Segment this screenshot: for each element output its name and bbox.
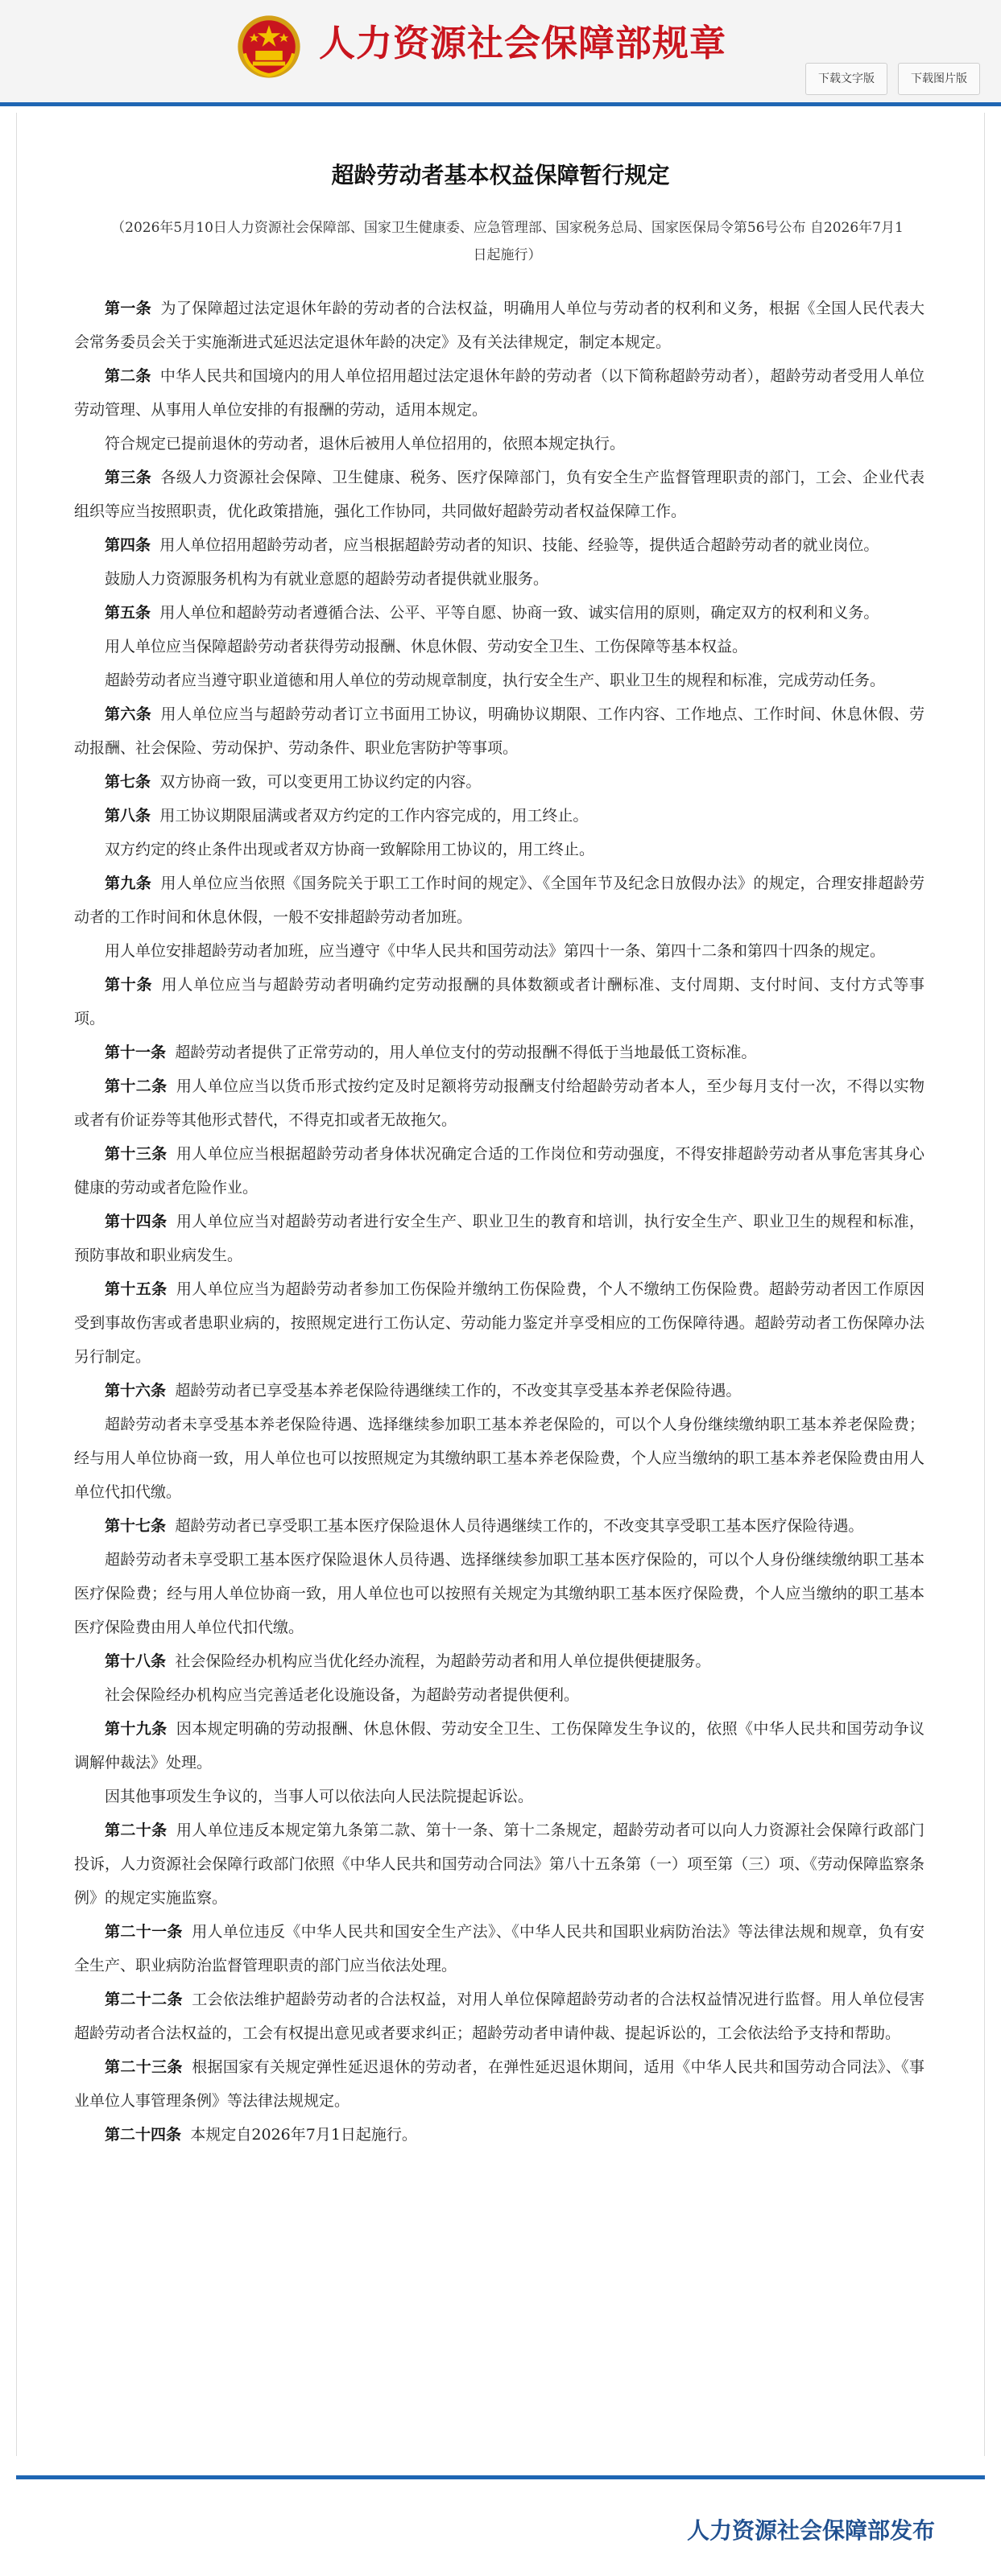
article-paragraph [74, 427, 924, 461]
article-text: 社会保险经办机构应当优化经办流程，为超龄劳动者和用人单位提供便捷服务。 [175, 1652, 711, 1670]
article-paragraph [74, 461, 924, 528]
article-paragraph [74, 1374, 924, 1408]
article-number: 第十七条 [105, 1517, 167, 1535]
article-paragraph [74, 1408, 924, 1509]
article-text: 本规定自2026年7月1日起施行。 [190, 2126, 417, 2144]
article-paragraph [74, 359, 924, 427]
article-text: 超龄劳动者已享受职工基本医疗保险退休人员待遇继续工作的，不改变其享受职工基本医疗保险待遇。 [175, 1517, 864, 1535]
article-paragraph [74, 1780, 924, 1813]
article-number: 第二条 [105, 367, 151, 385]
article-paragraph [74, 292, 924, 359]
footer-publisher: 人力资源社会保障部发布 [686, 2517, 935, 2544]
article-text: 用人单位违反本规定第九条第二款、第十一条、第十二条规定，超龄劳动者可以向人力资源社会保障行政部门投诉，人力资源社会保障行政部门依照《中华人民共和国劳动合同法》第八十五条第（一）项至第（三）项、《劳动保障监察条例》的规定实施监察。 [74, 1821, 924, 1907]
article-paragraph [74, 1678, 924, 1712]
article-text: 符合规定已提前退休的劳动者，退休后被用人单位招用的，依照本规定执行。 [105, 435, 626, 453]
article-number: 第三条 [105, 469, 152, 486]
article-paragraph [74, 1272, 924, 1374]
document-title: 超龄劳动者基本权益保障暂行规定 [331, 162, 670, 188]
article-text: 社会保险经办机构应当完善适老化设施设备，为超龄劳动者提供便利。 [105, 1686, 580, 1704]
article-text: 用人单位违反《中华人民共和国安全生产法》、《中华人民共和国职业病防治法》等法律法规和规章，负有安全生产、职业病防治监督管理职责的部门应当依法处理。 [74, 1923, 924, 1974]
national-emblem-icon [235, 13, 303, 81]
site-title: 人力资源社会保障部规章 [319, 22, 727, 64]
article-text: 工会依法维护超龄劳动者的合法权益，对用人单位保障超龄劳动者的合法权益情况进行监督。用人单位侵害超龄劳动者合法权益的，工会有权提出意见或者要求纠正；超龄劳动者申请仲裁、提起诉讼的，工会依法给予支持和帮助。 [74, 1991, 924, 2042]
article-text: 用工协议期限届满或者双方约定的工作内容完成的，用工终止。 [159, 807, 589, 825]
article-text: 中华人民共和国境内的用人单位招用超过法定退休年龄的劳动者（以下简称超龄劳动者），超龄劳动者受用人单位劳动管理、从事用人单位安排的有报酬的劳动，适用本规定。 [74, 367, 924, 419]
article-text: 根据国家有关规定弹性延迟退休的劳动者，在弹性延迟退休期间，适用《中华人民共和国劳动合同法》、《事业单位人事管理条例》等法律法规规定。 [74, 2058, 924, 2110]
article-number: 第十八条 [105, 1652, 167, 1670]
article-text: 用人单位应当对超龄劳动者进行安全生产、职业卫生的教育和培训，执行安全生产、职业卫生的规程和标准，预防事故和职业病发生。 [74, 1213, 924, 1264]
site-header [0, 0, 1001, 106]
article-number: 第十四条 [105, 1213, 168, 1230]
article-text: 因其他事项发生争议的，当事人可以依法向人民法院提起诉讼。 [105, 1788, 534, 1805]
article-text: 超龄劳动者未享受职工基本医疗保险退休人员待遇、选择继续参加职工基本医疗保险的，可以个人身份继续缴纳职工基本医疗保险费；经与用人单位协商一致，用人单位也可以按照有关规定为其缴纳职工基本医疗保险费，个人应当缴纳的职工基本医疗保险费由用人单位代扣代缴。 [74, 1551, 924, 1636]
article-paragraph [74, 866, 924, 934]
footer-divider [16, 2475, 985, 2479]
article-number: 第十一条 [105, 1044, 167, 1061]
article-paragraph [74, 630, 924, 664]
article-paragraph [74, 1036, 924, 1069]
article-text: 超龄劳动者应当遵守职业道德和用人单位的劳动规章制度，执行安全生产、职业卫生的规程和标准，完成劳动任务。 [105, 672, 886, 689]
article-number: 第十三条 [105, 1145, 168, 1163]
download-text-button[interactable]: 下载文字版 [805, 63, 887, 95]
article-number: 第一条 [105, 300, 152, 317]
article-paragraph [74, 1644, 924, 1678]
article-paragraph [74, 697, 924, 765]
article-text: 用人单位应当以货币形式按约定及时足额将劳动报酬支付给超龄劳动者本人，至少每月支付一次，不得以实物或者有价证券等其他形式替代，不得克扣或者无故拖欠。 [74, 1077, 924, 1129]
document-issuance-note: （2026年5月10日人力资源社会保障部、国家卫生健康委、应急管理部、国家税务总局、国家医保局令第56号公布 自2026年7月1日起施行） [111, 220, 904, 263]
article-paragraph [74, 934, 924, 968]
article-number: 第十二条 [105, 1077, 168, 1095]
article-paragraph [74, 2118, 924, 2152]
article-number: 第二十条 [105, 1821, 168, 1839]
article-text: 双方协商一致，可以变更用工协议约定的内容。 [159, 773, 482, 791]
article-number: 第六条 [105, 705, 152, 723]
article-text: 双方约定的终止条件出现或者双方协商一致解除用工协议的，用工终止。 [105, 841, 595, 858]
article-text: 超龄劳动者已享受基本养老保险待遇继续工作的，不改变其享受基本养老保险待遇。 [175, 1382, 742, 1400]
article-paragraph [74, 596, 924, 630]
article-paragraph [74, 968, 924, 1036]
article-number: 第五条 [105, 604, 151, 622]
article-paragraph [74, 799, 924, 833]
article-text: 用人单位和超龄劳动者遵循合法、公平、平等自愿、协商一致、诚实信用的原则，确定双方的权利和义务。 [159, 604, 879, 622]
article-paragraph [74, 1983, 924, 2050]
article-number: 第二十四条 [105, 2126, 182, 2144]
article-text: 用人单位应当与超龄劳动者明确约定劳动报酬的具体数额或者计酬标准、支付周期、支付时间、支付方式等事项。 [74, 976, 924, 1028]
article-paragraph [74, 2050, 924, 2118]
article-number: 第十九条 [105, 1720, 168, 1738]
article-text: 用人单位应当为超龄劳动者参加工伤保险并缴纳工伤保险费，个人不缴纳工伤保险费。超龄劳动者因工作原因受到事故伤害或者患职业病的，按照规定进行工伤认定、劳动能力鉴定并享受相应的工伤保障待遇。超龄劳动者工伤保障办法另行制定。 [74, 1280, 924, 1366]
article-text: 用人单位安排超龄劳动者加班，应当遵守《中华人民共和国劳动法》第四十一条、第四十二条和第四十四条的规定。 [105, 942, 886, 960]
article-number: 第十六条 [105, 1382, 167, 1400]
article-paragraph [74, 1137, 924, 1205]
article-paragraph [74, 833, 924, 866]
article-paragraph [74, 562, 924, 596]
article-number: 第九条 [105, 875, 152, 892]
article-number: 第十五条 [105, 1280, 168, 1298]
article-text: 鼓励人力资源服务机构为有就业意愿的超龄劳动者提供就业服务。 [105, 570, 549, 588]
article-number: 第二十三条 [105, 2058, 183, 2076]
article-paragraph [74, 1069, 924, 1137]
article-number: 第七条 [105, 773, 151, 791]
article-text: 用人单位应当与超龄劳动者订立书面用工协议，明确协议期限、工作内容、工作地点、工作时间、休息休假、劳动报酬、社会保险、劳动保护、劳动条件、职业危害防护等事项。 [74, 705, 924, 757]
article-number: 第十条 [105, 976, 153, 994]
article-paragraph [74, 1915, 924, 1983]
article-text: 为了保障超过法定退休年龄的劳动者的合法权益，明确用人单位与劳动者的权利和义务，根据《全国人民代表大会常务委员会关于实施渐进式延迟法定退休年龄的决定》及有关法律规定，制定本规定。 [74, 300, 924, 351]
article-paragraph [74, 1543, 924, 1644]
article-number: 第二十二条 [105, 1991, 183, 2008]
download-image-button[interactable]: 下载图片版 [898, 63, 980, 95]
article-number: 第二十一条 [105, 1923, 183, 1941]
article-paragraph [74, 1205, 924, 1272]
article-text: 超龄劳动者未享受基本养老保险待遇、选择继续参加职工基本养老保险的，可以个人身份继续缴纳职工基本养老保险费；经与用人单位协商一致，用人单位也可以按照规定为其缴纳职工基本养老保险费，个人应当缴纳的职工基本养老保险费由用人单位代扣代缴。 [74, 1416, 924, 1501]
article-text: 因本规定明确的劳动报酬、休息休假、劳动安全卫生、工伤保障发生争议的，依照《中华人民共和国劳动争议调解仲裁法》处理。 [74, 1720, 924, 1772]
article-text: 用人单位招用超龄劳动者，应当根据超龄劳动者的知识、技能、经验等，提供适合超龄劳动者的就业岗位。 [159, 536, 879, 554]
article-paragraph [74, 765, 924, 799]
article-paragraph [74, 528, 924, 562]
article-paragraph [74, 1813, 924, 1915]
article-text: 用人单位应当保障超龄劳动者获得劳动报酬、休息休假、劳动安全卫生、工伤保障等基本权益。 [105, 638, 748, 655]
article-text: 超龄劳动者提供了正常劳动的，用人单位支付的劳动报酬不得低于当地最低工资标准。 [175, 1044, 757, 1061]
article-paragraph [74, 664, 924, 697]
article-paragraph [74, 1509, 924, 1543]
article-number: 第八条 [105, 807, 151, 825]
article-paragraph [74, 1712, 924, 1780]
article-text: 用人单位应当根据超龄劳动者身体状况确定合适的工作岗位和劳动强度，不得安排超龄劳动者从事危害其身心健康的劳动或者危险作业。 [74, 1145, 924, 1197]
article-number: 第四条 [105, 536, 151, 554]
article-text: 各级人力资源社会保障、卫生健康、税务、医疗保障部门，负有安全生产监督管理职责的部门，工会、企业代表组织等应当按照职责，优化政策措施，强化工作协同，共同做好超龄劳动者权益保障工作。 [74, 469, 924, 520]
article-text: 用人单位应当依照《国务院关于职工工作时间的规定》、《全国年节及纪念日放假办法》的规定，合理安排超龄劳动者的工作时间和休息休假，一般不安排超龄劳动者加班。 [74, 875, 924, 926]
document-body [74, 292, 924, 2152]
